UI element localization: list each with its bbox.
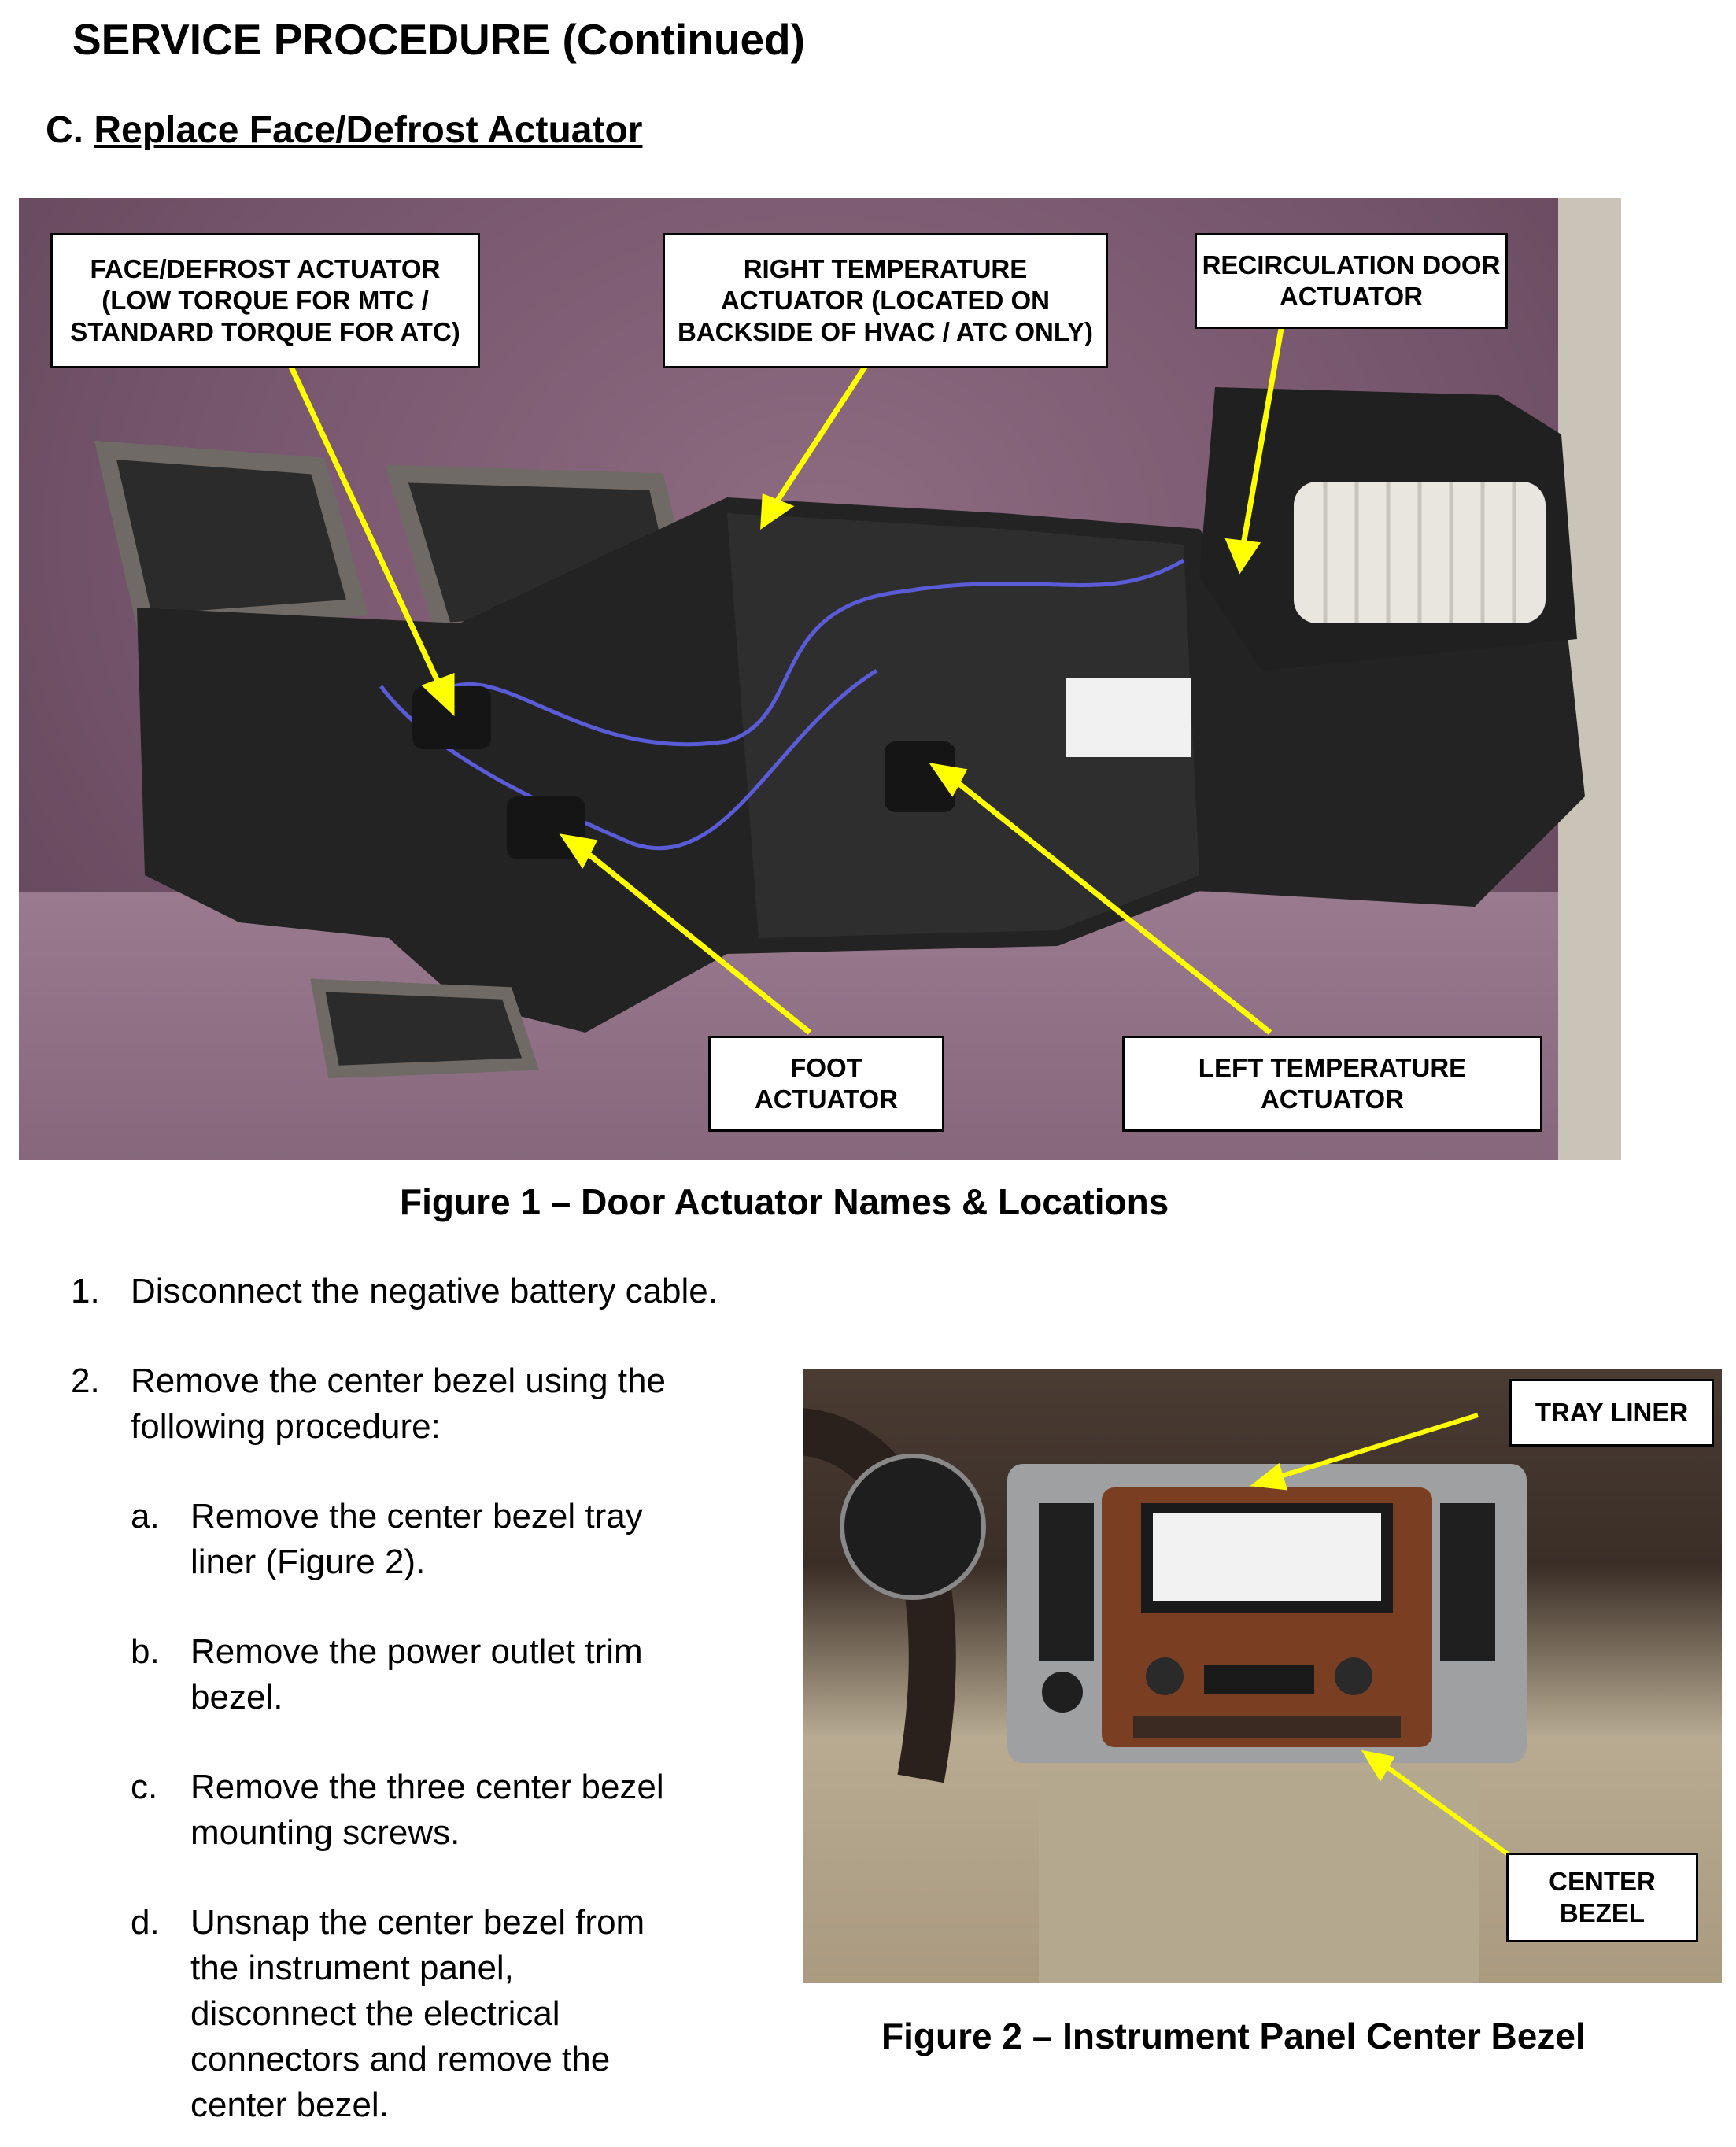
- step-text: Disconnect the negative battery cable.: [131, 1272, 718, 1310]
- figure-2-photo: [803, 1369, 1722, 1983]
- figure-1-photo: [19, 198, 1621, 1160]
- substep-c: [131, 1765, 776, 1859]
- callout-foot-actuator: FOOT ACTUATOR: [708, 1036, 944, 1132]
- step-number: 1.: [71, 1272, 100, 1310]
- substep-text: Remove the center bezel tray liner (Figure 2).: [190, 1497, 643, 1581]
- substep-text: Unsnap the center bezel from the instrument panel, disconnect the electrical connectors and remove the center bezel.: [190, 1903, 645, 2124]
- substep-a: [131, 1494, 776, 1588]
- substep-letter: d.: [131, 1903, 160, 1942]
- substep-b: [131, 1629, 776, 1724]
- section-heading: [46, 109, 642, 152]
- substep-d: [131, 1900, 776, 2136]
- substep-text: Remove the power outlet trim bezel.: [190, 1632, 643, 1716]
- step-2: [71, 1358, 795, 1453]
- callout-face-defrost-actuator: FACE/DEFROST ACTUATOR (LOW TORQUE FOR MTC / STANDARD TORQUE FOR ATC): [50, 233, 480, 368]
- step-1: [71, 1269, 795, 1316]
- substep-letter: a.: [131, 1497, 160, 1535]
- callout-left-temperature-actuator: LEFT TEMPERATURE ACTUATOR: [1122, 1036, 1542, 1132]
- section-title: Replace Face/Defrost Actuator: [94, 109, 643, 151]
- substep-text: Remove the three center bezel mounting screws.: [190, 1768, 664, 1852]
- callout-recirculation-door-actuator: RECIRCULATION DOOR ACTUATOR: [1195, 233, 1508, 329]
- substep-letter: b.: [131, 1632, 160, 1671]
- step-number: 2.: [71, 1362, 100, 1400]
- callout-right-temperature-actuator: RIGHT TEMPERATURE ACTUATOR (LOCATED ON BACKSIDE OF HVAC / ATC ONLY): [663, 233, 1108, 368]
- substep-letter: c.: [131, 1768, 158, 1806]
- callout-center-bezel: CENTER BEZEL: [1506, 1853, 1698, 1942]
- callout-tray-liner: TRAY LINER: [1509, 1379, 1714, 1447]
- page-title: SERVICE PROCEDURE (Continued): [72, 15, 805, 64]
- figure-1-caption: Figure 1 – Door Actuator Names & Locations: [400, 1181, 1169, 1222]
- figure-2-caption: Figure 2 – Instrument Panel Center Bezel: [881, 2016, 1586, 2056]
- step-text: Remove the center bezel using the following procedure:: [131, 1362, 666, 1446]
- section-letter: C.: [46, 109, 83, 151]
